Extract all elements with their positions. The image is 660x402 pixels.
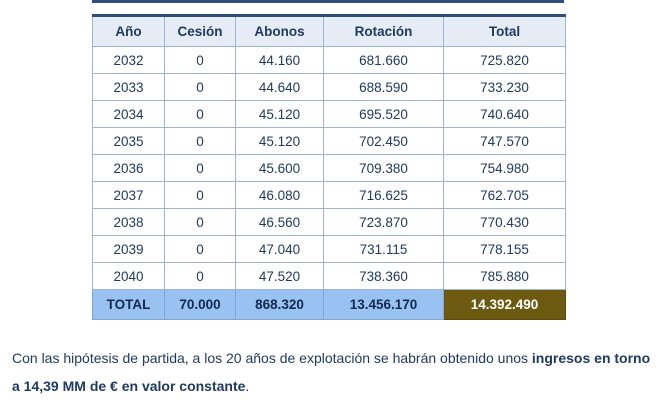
cell-abonos: 46.080 — [236, 182, 324, 209]
cell-total: 770.430 — [444, 209, 566, 236]
cell-total: 762.705 — [444, 182, 566, 209]
cell-year: 2037 — [93, 182, 165, 209]
cell-rotacion: 695.520 — [324, 101, 444, 128]
cell-rotacion: 702.450 — [324, 128, 444, 155]
paragraph-end: . — [245, 378, 250, 394]
header-cesion: Cesión — [165, 16, 236, 47]
cell-year: 2038 — [93, 209, 165, 236]
cell-total: 754.980 — [444, 155, 566, 182]
cell-rotacion: 709.380 — [324, 155, 444, 182]
cell-year: 2035 — [93, 128, 165, 155]
cell-total: 747.570 — [444, 128, 566, 155]
cell-rotacion: 688.590 — [324, 74, 444, 101]
cell-rotacion: 738.360 — [324, 263, 444, 290]
table-row — [93, 263, 566, 290]
cell-abonos: 47.040 — [236, 236, 324, 263]
table-row — [93, 209, 566, 236]
header-year: Año — [93, 16, 165, 47]
cell-total: 725.820 — [444, 47, 566, 74]
totals-row — [93, 290, 566, 320]
cell-cesion: 0 — [165, 128, 236, 155]
table-row — [93, 74, 566, 101]
cell-cesion: 0 — [165, 155, 236, 182]
paragraph-text: Con las hipótesis de partida, a los 20 años de explotación se habrán obtenido unos — [12, 350, 532, 366]
table-row — [93, 101, 566, 128]
totals-abonos: 868.320 — [236, 290, 324, 320]
cell-abonos: 45.600 — [236, 155, 324, 182]
cell-cesion: 0 — [165, 182, 236, 209]
conclusion-paragraph — [12, 344, 652, 400]
header-abonos: Abonos — [236, 16, 324, 47]
cell-year: 2032 — [93, 47, 165, 74]
cell-cesion: 0 — [165, 47, 236, 74]
cell-cesion: 0 — [165, 236, 236, 263]
header-rotacion: Rotación — [324, 16, 444, 47]
top-rule — [92, 0, 564, 3]
paragraph-bold-text: ingresos en torno a 14,39 MM de € en valor constante — [12, 350, 651, 394]
table-row — [93, 182, 566, 209]
cell-rotacion: 716.625 — [324, 182, 444, 209]
cell-year: 2034 — [93, 101, 165, 128]
revenue-table — [92, 14, 566, 320]
cell-year: 2040 — [93, 263, 165, 290]
cell-year: 2033 — [93, 74, 165, 101]
cell-rotacion: 731.115 — [324, 236, 444, 263]
totals-rotacion: 13.456.170 — [324, 290, 444, 320]
cell-rotacion: 681.660 — [324, 47, 444, 74]
cell-year: 2039 — [93, 236, 165, 263]
cell-cesion: 0 — [165, 209, 236, 236]
cell-abonos: 47.520 — [236, 263, 324, 290]
cell-abonos: 45.120 — [236, 101, 324, 128]
totals-label: TOTAL — [93, 290, 165, 320]
table-header-row — [93, 16, 566, 47]
table-row — [93, 47, 566, 74]
cell-year: 2036 — [93, 155, 165, 182]
cell-rotacion: 723.870 — [324, 209, 444, 236]
cell-abonos: 44.160 — [236, 47, 324, 74]
cell-abonos: 46.560 — [236, 209, 324, 236]
cell-cesion: 0 — [165, 74, 236, 101]
table-row — [93, 236, 566, 263]
table-row — [93, 155, 566, 182]
cell-total: 733.230 — [444, 74, 566, 101]
cell-cesion: 0 — [165, 263, 236, 290]
cell-total: 778.155 — [444, 236, 566, 263]
cell-abonos: 44.640 — [236, 74, 324, 101]
cell-cesion: 0 — [165, 101, 236, 128]
totals-cesion: 70.000 — [165, 290, 236, 320]
table-row — [93, 128, 566, 155]
cell-total: 785.880 — [444, 263, 566, 290]
cell-total: 740.640 — [444, 101, 566, 128]
header-total: Total — [444, 16, 566, 47]
cell-abonos: 45.120 — [236, 128, 324, 155]
grand-total: 14.392.490 — [444, 290, 566, 320]
